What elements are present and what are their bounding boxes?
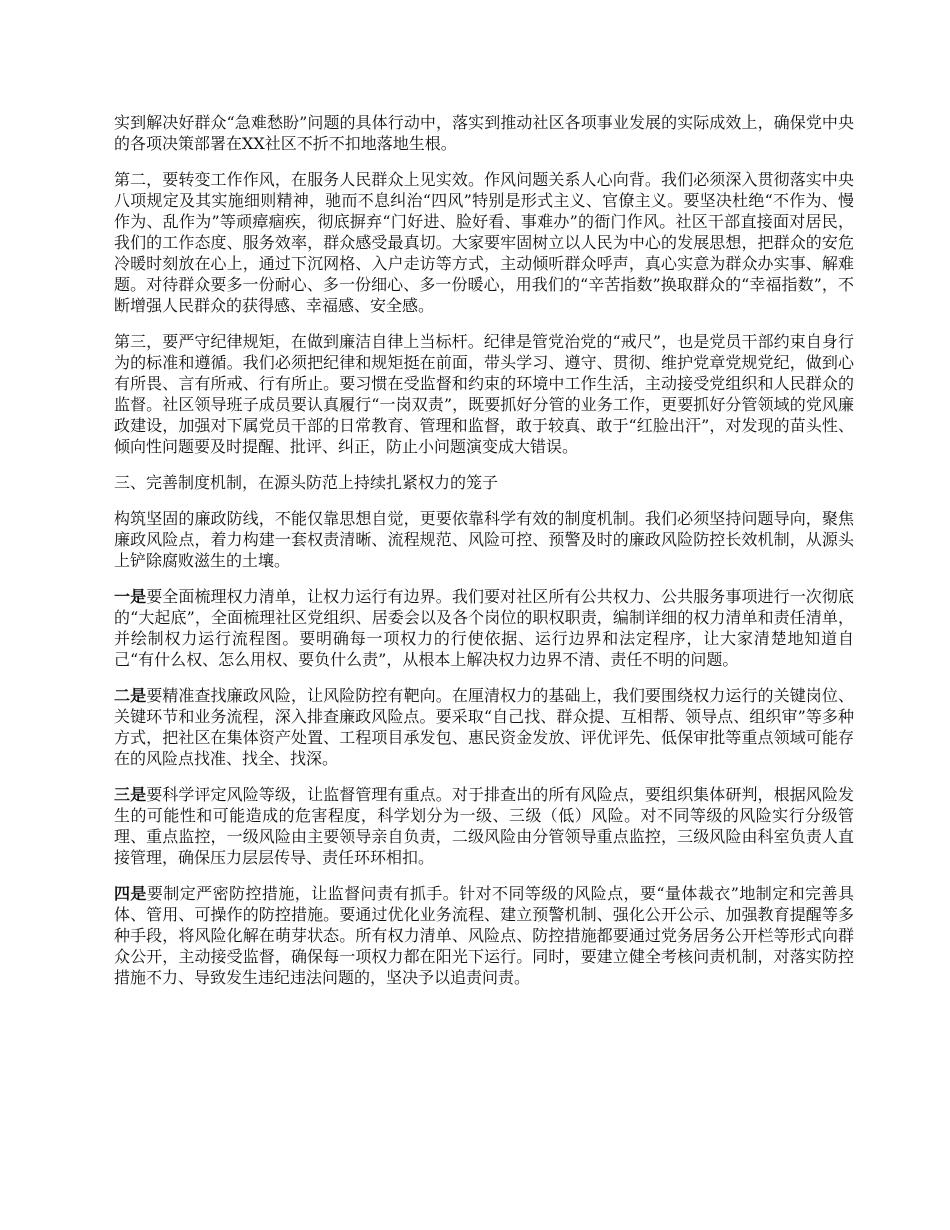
paragraph-6 [114, 586, 854, 670]
paragraph-text: 要科学评定风险等级，让监督管理有重点。对于排查出的所有风险点，要组织集体研判，根据风险发生的可能性和可能造成的危害程度，科学划分为一级、三级（低）风险。对不同等级的风险实行分级管理、重点监控，一级风险由主要领导亲自负责，二级风险由分管领导重点监控，三级风险由科室负责人直接管理，确保压力层层传导、责任环环相扣。 [114, 785, 854, 867]
paragraph-text: 要全面梳理权力清单，让权力运行有边界。我们要对社区所有公共权力、公共服务事项进行一次彻底的“大起底”，全面梳理社区党组织、居委会以及各个岗位的职权职责，编制详细的权力清单和责任清单，并绘制权力运行流程图。要明确每一项权力的行使依据、运行边界和法定程序，让大家清楚地知道自己“有什么权、怎么用权、要负什么责”，从根本上解决权力边界不清、责任不明的问题。 [114, 587, 854, 669]
paragraph-text: 要制定严密防控措施，让监督问责有抓手。针对不同等级的风险点，要“量体裁衣”地制定和完善具体、管用、可操作的防控措施。要通过优化业务流程、建立预警机制、强化公开公示、加强教育提醒等多种手段，将风险化解在萌芽状态。所有权力清单、风险点、防控措施都要通过党务居务公开栏等形式向群众公开，主动接受监督，确保每一项权力都在阳光下运行。同时，要建立健全考核问责机制，对落实防控措施不力、导致发生违纪违法问题的，坚决予以追责问责。 [114, 884, 854, 987]
paragraph-9 [114, 883, 854, 988]
paragraph-text: 构筑坚固的廉政防线，不能仅靠思想自觉，更要依靠科学有效的制度机制。我们必须坚持问题导向，聚焦廉政风险点，着力构建一套权责清晰、流程规范、风险可控、预警及时的廉政风险防控长效机制，从源头上铲除腐败滋生的土壤。 [114, 509, 854, 570]
paragraph-lead: 三是 [114, 785, 147, 804]
paragraph-text: 要精准查找廉政风险，让风险防控有靶向。在厘清权力的基础上，我们要围绕权力运行的关键岗位、关键环节和业务流程，深入排查廉政风险点。要采取“自己找、群众提、互相帮、领导点、组织审”等多种方式，把社区在集体资产处置、工程项目承发包、惠民资金发放、评优评先、低保审批等重点领域可能存在的风险点找准、找全、找深。 [114, 686, 854, 768]
paragraph-text: 三、完善制度机制，在源头防范上持续扎紧权力的笼子 [114, 473, 499, 492]
paragraph-text: 实到解决好群众“急难愁盼”问题的具体行动中，落实到推动社区各项事业发展的实际成效上，确保党中央的各项决策部署在XX社区不折不扣地落地生根。 [114, 113, 854, 153]
paragraph-text: 第三，要严守纪律规矩，在做到廉洁自律上当标杆。纪律是管党治党的“戒尺”，也是党员干部约束自身行为的标准和遵循。我们必须把纪律和规矩挺在前面，带头学习、遵守、贯彻、维护党章党规党纪，做到心有所畏、言有所戒、行有所止。要习惯在受监督和约束的环境中工作生活，主动接受党组织和人民群众的监督。社区领导班子成员要认真履行“一岗双责”，既要抓好分管的业务工作，更要抓好分管领域的党风廉政建设，加强对下属党员干部的日常教育、管理和监督，敢于较真、敢于“红脸出汗”，对发现的苗头性、倾向性问题要及时提醒、批评、纠正，防止小问题演变成大错误。 [114, 332, 854, 456]
paragraph-2 [114, 169, 854, 316]
paragraph-3 [114, 331, 854, 457]
paragraph-7 [114, 685, 854, 769]
paragraph-lead: 二是 [114, 686, 147, 705]
paragraph-lead: 四是 [114, 884, 147, 903]
document-page [114, 112, 854, 1003]
section-heading [114, 472, 854, 493]
paragraph-5 [114, 508, 854, 571]
paragraph-text: 第二，要转变工作作风，在服务人民群众上见实效。作风问题关系人心向背。我们必须深入贯彻落实中央八项规定及其实施细则精神，驰而不息纠治“四风”特别是形式主义、官僚主义。要坚决杜绝“不作为、慢作为、乱作为”等顽瘴痼疾，彻底摒弃“门好进、脸好看、事难办”的衙门作风。社区干部直接面对居民，我们的工作态度、服务效率，群众感受最真切。大家要牢固树立以人民为中心的发展思想，把群众的安危冷暖时刻放在心上，通过下沉网格、入户走访等方式，主动倾听群众呼声，真心实意为群众办实事、解难题。对待群众要多一份耐心、多一份细心、多一份暖心，用我们的“辛苦指数”换取群众的“幸福指数”，不断增强人民群众的获得感、幸福感、安全感。 [114, 170, 854, 315]
paragraph-lead: 一是 [114, 587, 147, 606]
paragraph-8 [114, 784, 854, 868]
paragraph-1 [114, 112, 854, 154]
